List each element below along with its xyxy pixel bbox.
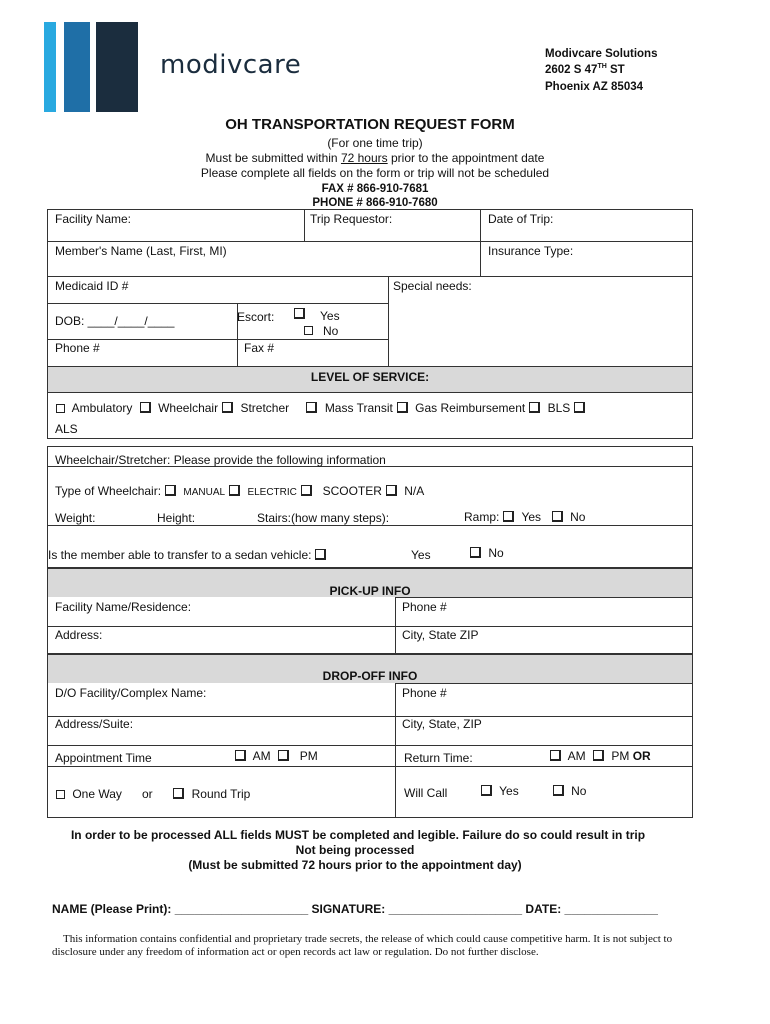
scooter-checkbox[interactable] [301,485,312,496]
pickup-facility-field[interactable]: Facility Name/Residence: [55,600,192,614]
manual-checkbox[interactable] [165,485,176,496]
bls-checkbox[interactable] [529,402,540,413]
escort-no-checkbox[interactable] [304,326,313,335]
subtitle-one-time: (For one time trip) [327,136,423,150]
transfer-yes-label: Yes [411,548,431,562]
phone-field[interactable]: Phone # [55,341,100,355]
electric-checkbox[interactable] [229,485,240,496]
logo-bar-dark [96,22,138,112]
stairs-field[interactable]: Stairs:(how many steps): [257,511,390,525]
company-street: 2602 S 47TH ST [545,63,625,76]
appt-am-checkbox[interactable] [235,750,246,761]
ramp-yes-checkbox[interactable] [503,511,514,522]
facility-name-field[interactable]: Facility Name: [55,212,132,226]
signature-line[interactable]: NAME (Please Print): ____________________ SIGNATURE: ____________________ DATE: ______________ [52,902,658,916]
logo-bar-mid [64,22,90,112]
will-call-no-checkbox[interactable] [553,785,564,796]
als-checkbox[interactable] [574,402,585,413]
als-label: ALS [55,422,78,436]
weight-field[interactable]: Weight: [55,511,96,525]
logo-bar-light [44,22,56,112]
date-of-trip-field[interactable]: Date of Trip: [488,212,554,226]
transfer-no-checkbox[interactable] [470,547,481,558]
medicaid-id-field[interactable]: Medicaid ID # [55,279,129,293]
dropoff-phone-field[interactable]: Phone # [402,686,447,700]
appointment-ampm: AM PM [231,749,318,763]
ramp-no-checkbox[interactable] [552,511,563,522]
transfer-yes-checkbox[interactable] [315,549,326,560]
escort-yes-checkbox[interactable] [294,308,305,319]
member-name-field[interactable]: Member's Name (Last, First, MI) [55,244,227,258]
return-am-checkbox[interactable] [550,750,561,761]
trip-requestor-field[interactable]: Trip Requestor: [310,212,393,226]
subtitle-complete-fields: Please complete all fields on the form or trip will not be scheduled [200,166,550,180]
dropoff-heading: DROP-OFF INFO [322,669,418,683]
level-of-service-options: Ambulatory Wheelchair Stretcher Mass Transit Gas Reimbursement BLS [52,401,589,415]
will-call-label: Will Call [404,786,448,800]
will-call-yes-checkbox[interactable] [481,785,492,796]
appointment-time-field[interactable]: Appointment Time [55,751,152,765]
company-city: Phoenix AZ 85034 [545,81,644,93]
pickup-phone-field[interactable]: Phone # [402,600,447,614]
disclaimer: This information contains confidential and proprietary trade secrets, the release of which could cause competitive harm. It is not subject to disclosure under any freedom of information act or open records act law or regulation. Do not further disclose. [52,933,673,958]
member-info-table [47,209,693,367]
fax-field[interactable]: Fax # [244,341,275,355]
dropoff-city-field[interactable]: City, State, ZIP [402,717,482,731]
return-ampm: AM PM OR [546,749,651,763]
height-field[interactable]: Height: [157,511,196,525]
gas-reimbursement-checkbox[interactable] [397,402,408,413]
stretcher-checkbox[interactable] [222,402,233,413]
logo-wordmark: modivcare [160,50,302,80]
form-title: OH TRANSPORTATION REQUEST FORM [225,116,515,133]
subtitle-deadline: Must be submitted within 72 hours prior to the appointment date [205,151,545,165]
ramp-row: Ramp: Yes No [464,510,586,524]
fax-number: FAX # 866-910-7681 [321,183,429,195]
na-checkbox[interactable] [386,485,397,496]
round-trip-checkbox[interactable] [173,788,184,799]
return-pm-checkbox[interactable] [593,750,604,761]
escort-label: Escort: [237,310,275,324]
dropoff-facility-field[interactable]: D/O Facility/Complex Name: [55,686,207,700]
notice-line-1: In order to be processed ALL fields MUST be completed and legible. Failure do so could result in trip [70,828,646,842]
escort-yes-label: Yes [320,309,340,323]
return-time-field[interactable]: Return Time: [404,751,473,765]
pickup-heading: PICK-UP INFO [329,584,411,598]
one-way-checkbox[interactable] [56,790,65,799]
pickup-address-field[interactable]: Address: [55,628,103,642]
company-name: Modivcare Solutions [545,48,658,60]
wheelchair-checkbox[interactable] [140,402,151,413]
appt-pm-checkbox[interactable] [278,750,289,761]
ambulatory-checkbox[interactable] [56,404,65,413]
level-of-service-heading: LEVEL OF SERVICE: [310,370,430,384]
special-needs-field[interactable]: Special needs: [393,279,472,293]
phone-number: PHONE # 866-910-7680 [312,197,438,209]
trip-type-row: One Way or Round Trip [52,787,250,801]
transfer-no-row: No [466,546,504,560]
wheelchair-type-row: Type of Wheelchair: MANUAL ELECTRIC SCOOTER N/A [55,484,425,498]
notice-line-3: (Must be submitted 72 hours prior to the appointment day) [188,858,522,872]
dropoff-address-field[interactable]: Address/Suite: [55,717,134,731]
escort-no-label: No [323,324,339,338]
notice-line-2: Not being processed [295,843,415,857]
mass-transit-checkbox[interactable] [306,402,317,413]
will-call-options: Yes No [477,784,586,798]
wheelchair-instruction: Wheelchair/Stretcher: Please provide the following information [55,453,386,467]
transfer-question: Is the member able to transfer to a sedan vehicle: [48,548,330,562]
dob-field[interactable]: DOB: ____/____/____ [55,314,175,328]
pickup-city-field[interactable]: City, State ZIP [402,628,479,642]
insurance-type-field[interactable]: Insurance Type: [488,244,574,258]
